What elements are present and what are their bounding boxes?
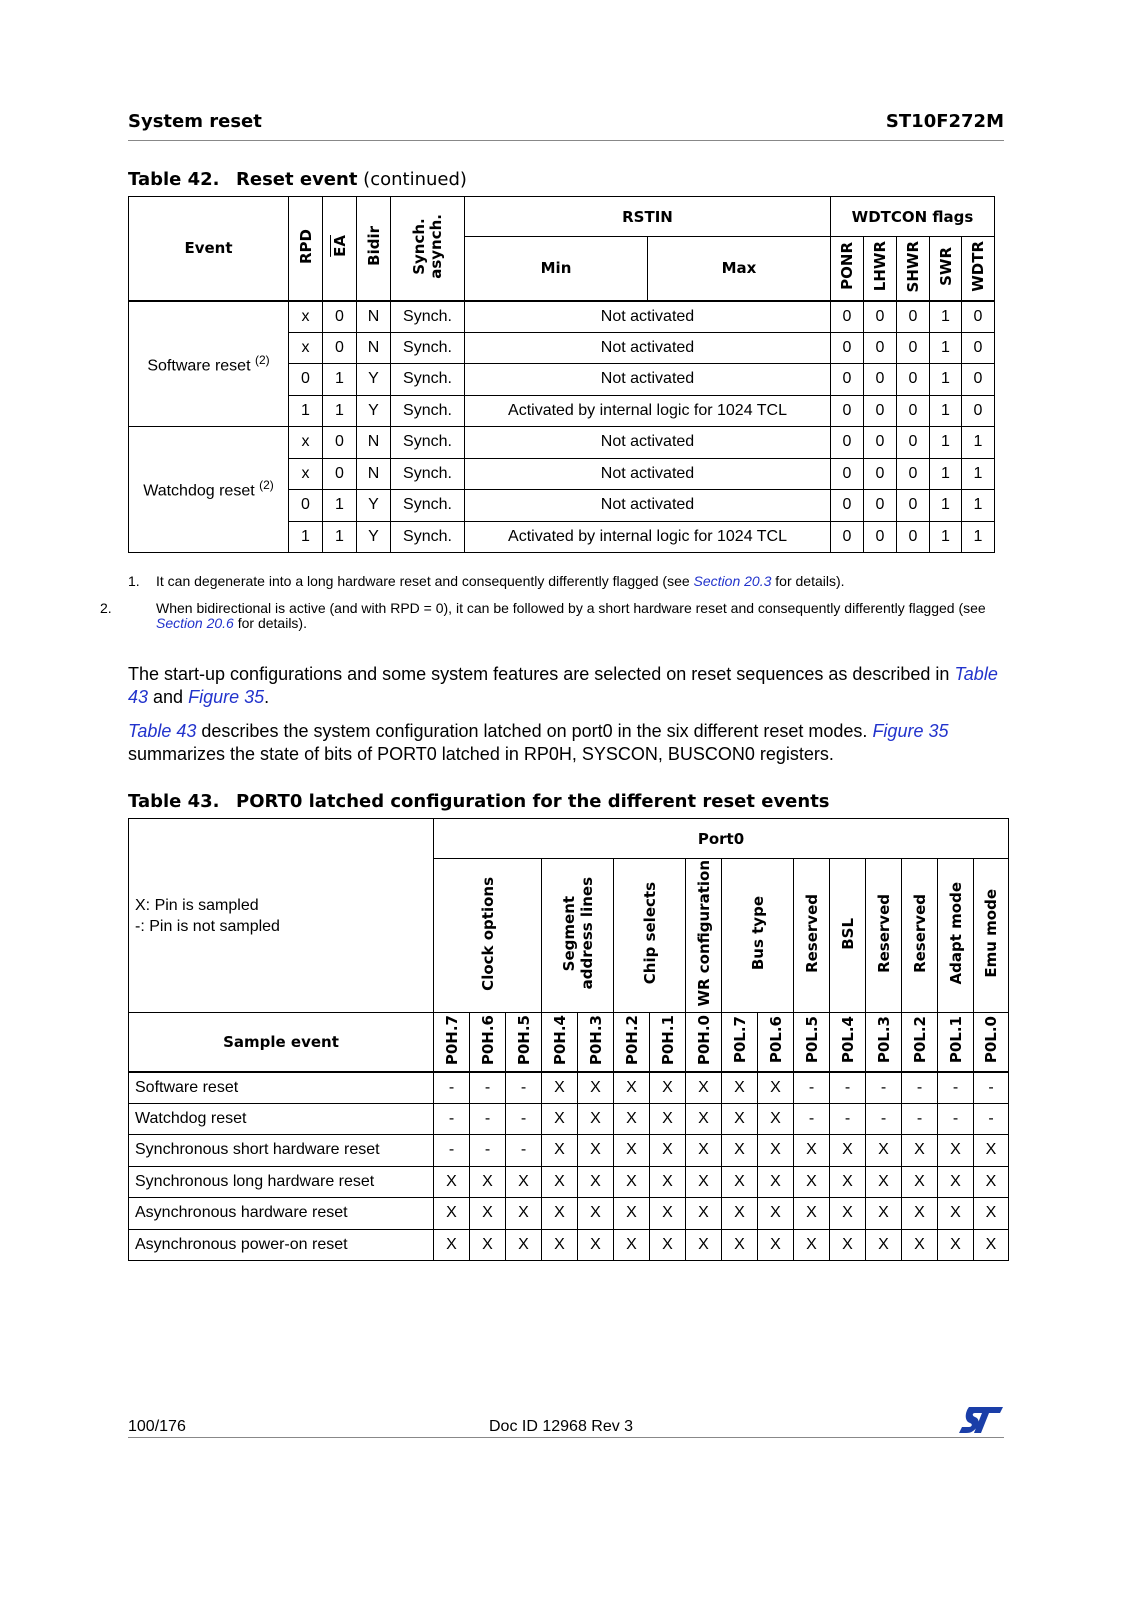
cell-flag: 0 [864, 427, 897, 459]
cell-flag: 1 [930, 458, 962, 490]
col-wdtcon: WDTCON flags [831, 197, 995, 237]
group-clock-options: Clock options [434, 859, 542, 1013]
pin-header: P0L.6 [758, 1013, 794, 1072]
cell-flag: 0 [831, 395, 864, 427]
section-20-6-link[interactable]: Section 20.6 [156, 615, 234, 631]
col-flag-swr: SWR [930, 237, 962, 301]
group-bus-type: Bus type [722, 859, 794, 1013]
table42-suffix: (continued) [363, 169, 467, 190]
pin-value: X [974, 1229, 1009, 1261]
cell-ea: 0 [323, 458, 357, 490]
pin-value: X [650, 1135, 686, 1167]
pin-value: X [650, 1166, 686, 1198]
pin-header: P0H.6 [470, 1013, 506, 1072]
pin-value: X [722, 1166, 758, 1198]
cell-ea: 0 [323, 332, 357, 364]
col-bidir: Bidir [357, 197, 391, 301]
pin-value: X [506, 1166, 542, 1198]
cell-rpd: 1 [289, 395, 323, 427]
pin-value: X [542, 1198, 578, 1230]
paragraph-2: Table 43 describes the system configuration latched on port0 in the six different reset modes. Figure 35 summarizes the state of bits of PORT0 latched in RP0H, SYSCON, BUSCON0 registers. [128, 721, 949, 764]
group-reserved-2: Reserved [866, 859, 902, 1013]
table43-row [129, 1103, 1009, 1135]
table43-row [129, 1072, 1009, 1104]
cell-flag: 0 [962, 395, 995, 427]
table42-row [129, 427, 995, 459]
pin-value: X [542, 1072, 578, 1104]
cell-rstin: Not activated [465, 427, 831, 459]
pin-value: X [434, 1166, 470, 1198]
pin-value: X [434, 1229, 470, 1261]
cell-flag: 0 [864, 490, 897, 522]
cell-flag: 0 [831, 490, 864, 522]
pin-value: X [542, 1229, 578, 1261]
col-max: Max [648, 237, 831, 301]
cell-ea: 0 [323, 301, 357, 333]
cell-flag: 0 [897, 301, 930, 333]
group-adapt-mode: Adapt mode [938, 859, 974, 1013]
section-title: System reset [128, 111, 262, 132]
table42-caption [128, 169, 467, 190]
cell-synch: Synch. [391, 490, 465, 522]
pin-value: X [758, 1103, 794, 1135]
cell-flag: 0 [897, 364, 930, 396]
cell-synch: Synch. [391, 301, 465, 333]
pin-value: - [866, 1103, 902, 1135]
col-flag-ponr: PONR [831, 237, 864, 301]
sample-event-label: Asynchronous hardware reset [129, 1198, 434, 1230]
pin-value: X [974, 1166, 1009, 1198]
cell-flag: 0 [831, 364, 864, 396]
reset-event-table [128, 196, 995, 553]
cell-flag: 0 [897, 332, 930, 364]
pin-header: P0L.2 [902, 1013, 938, 1072]
cell-flag: 1 [930, 332, 962, 364]
pin-value: X [866, 1135, 902, 1167]
cell-rpd: x [289, 332, 323, 364]
pin-value: - [938, 1103, 974, 1135]
col-min: Min [465, 237, 648, 301]
cell-rpd: 0 [289, 490, 323, 522]
footer-rule [128, 1437, 1004, 1438]
cell-rpd: x [289, 427, 323, 459]
pin-value: X [866, 1166, 902, 1198]
pin-value: - [794, 1072, 830, 1104]
col-rstin: RSTIN [465, 197, 831, 237]
pin-value: X [686, 1072, 722, 1104]
cell-rstin: Not activated [465, 332, 831, 364]
col-rpd: RPD [289, 197, 323, 301]
cell-synch: Synch. [391, 521, 465, 553]
cell-synch: Synch. [391, 427, 465, 459]
part-number: ST10F272M [885, 111, 1004, 132]
col-flag-wdtr: WDTR [962, 237, 995, 301]
col-flag-shwr: SHWR [897, 237, 930, 301]
pin-value: X [758, 1229, 794, 1261]
pin-value: - [794, 1103, 830, 1135]
cell-flag: 0 [962, 301, 995, 333]
cell-flag: 1 [930, 427, 962, 459]
cell-bidir: Y [357, 364, 391, 396]
pin-value: - [938, 1072, 974, 1104]
pin-value: X [902, 1198, 938, 1230]
pin-value: X [614, 1135, 650, 1167]
pin-value: - [974, 1103, 1009, 1135]
pin-value: X [578, 1166, 614, 1198]
pin-header: P0H.0 [686, 1013, 722, 1072]
pin-value: X [506, 1229, 542, 1261]
pin-value: X [542, 1135, 578, 1167]
sample-event-label: Watchdog reset [129, 1103, 434, 1135]
cell-flag: 1 [962, 458, 995, 490]
figure35-link[interactable]: Figure 35 [188, 687, 265, 707]
pin-value: X [902, 1229, 938, 1261]
pin-value: X [902, 1166, 938, 1198]
pin-value: X [722, 1072, 758, 1104]
group-chip-selects: Chip selects [614, 859, 686, 1013]
cell-bidir: Y [357, 490, 391, 522]
footnote-2: 2. When bidirectional is active (and with RPD = 0), it can be followed by a short hardware reset and consequently differently flagged (see Section 20.6 for details). [100, 600, 986, 631]
pin-header: P0L.4 [830, 1013, 866, 1072]
pin-value: X [758, 1198, 794, 1230]
pin-header: P0H.7 [434, 1013, 470, 1072]
cell-flag: 1 [930, 521, 962, 553]
cell-synch: Synch. [391, 395, 465, 427]
pin-value: - [506, 1135, 542, 1167]
col-ea: EA [323, 197, 357, 301]
pin-value: X [542, 1103, 578, 1135]
cell-rstin: Not activated [465, 458, 831, 490]
figure35-link-2[interactable]: Figure 35 [872, 721, 949, 741]
cell-flag: 1 [930, 301, 962, 333]
pin-value: X [578, 1229, 614, 1261]
footnote-1: 1. It can degenerate into a long hardware reset and consequently differently flagged (see Section 20.3 for details). [128, 573, 845, 589]
pin-value: X [542, 1166, 578, 1198]
pin-value: X [470, 1198, 506, 1230]
cell-flag: 0 [831, 332, 864, 364]
cell-flag: 0 [864, 395, 897, 427]
pin-value: X [794, 1166, 830, 1198]
cell-bidir: N [357, 458, 391, 490]
col-event: Event [129, 197, 289, 301]
cell-flag: 0 [962, 332, 995, 364]
cell-ea: 1 [323, 490, 357, 522]
table42-number: Table 42. [128, 169, 220, 190]
pin-value: X [974, 1135, 1009, 1167]
cell-ea: 0 [323, 427, 357, 459]
pin-value: X [506, 1198, 542, 1230]
pin-value: X [866, 1198, 902, 1230]
event-label: Software reset $^{(2)}$ [129, 301, 289, 427]
pin-value: X [938, 1135, 974, 1167]
cell-flag: 0 [831, 521, 864, 553]
col-sample-event: Sample event [129, 1013, 434, 1072]
paragraph-1: The start-up configurations and some system features are selected on reset sequences as described in Table 43 and Figure 35. [128, 664, 998, 707]
pin-value: X [722, 1103, 758, 1135]
cell-synch: Synch. [391, 458, 465, 490]
port0-config-table [128, 818, 1009, 1261]
header-rule [128, 140, 1004, 141]
cell-flag: 0 [897, 490, 930, 522]
table42-title: Reset event [236, 169, 358, 190]
pin-value: X [938, 1229, 974, 1261]
cell-flag: 0 [864, 332, 897, 364]
pin-value: X [938, 1198, 974, 1230]
table43-caption [128, 791, 830, 812]
pin-value: - [470, 1135, 506, 1167]
cell-synch: Synch. [391, 364, 465, 396]
pin-header: P0H.4 [542, 1013, 578, 1072]
pin-value: X [650, 1072, 686, 1104]
cell-flag: 0 [897, 427, 930, 459]
pin-value: X [470, 1166, 506, 1198]
pin-value: X [830, 1198, 866, 1230]
section-20-3-link[interactable]: Section 20.3 [693, 573, 772, 589]
table43-row [129, 1166, 1009, 1198]
pin-value: - [830, 1103, 866, 1135]
pin-value: X [938, 1166, 974, 1198]
pin-value: X [614, 1166, 650, 1198]
cell-rstin: Activated by internal logic for 1024 TCL [465, 395, 831, 427]
group-reserved-3: Reserved [902, 859, 938, 1013]
pin-header: P0L.7 [722, 1013, 758, 1072]
pin-value: X [686, 1135, 722, 1167]
pin-value: X [470, 1229, 506, 1261]
cell-flag: 0 [864, 301, 897, 333]
sample-event-label: Synchronous short hardware reset [129, 1135, 434, 1167]
pin-value: - [902, 1103, 938, 1135]
cell-rpd: x [289, 301, 323, 333]
pin-value: - [434, 1072, 470, 1104]
group-segment-address: Segment address lines [542, 859, 614, 1013]
group-emu-mode: Emu mode [974, 859, 1009, 1013]
pin-value: X [650, 1229, 686, 1261]
pin-value: X [830, 1135, 866, 1167]
cell-flag: 1 [930, 395, 962, 427]
pin-header: P0H.5 [506, 1013, 542, 1072]
table43-number: Table 43. [128, 791, 220, 812]
cell-flag: 0 [831, 427, 864, 459]
pin-header: P0L.3 [866, 1013, 902, 1072]
group-bsl: BSL [830, 859, 866, 1013]
cell-ea: 1 [323, 395, 357, 427]
pin-value: X [650, 1198, 686, 1230]
cell-ea: 1 [323, 364, 357, 396]
pin-value: X [614, 1103, 650, 1135]
pin-value: X [722, 1135, 758, 1167]
col-synch: Synch. asynch. [391, 197, 465, 301]
pin-value: - [506, 1072, 542, 1104]
cell-rpd: 0 [289, 364, 323, 396]
table43-title: PORT0 latched configuration for the different reset events [236, 791, 830, 812]
pin-value: - [902, 1072, 938, 1104]
pin-value: - [830, 1072, 866, 1104]
cell-rstin: Not activated [465, 490, 831, 522]
cell-flag: 1 [930, 364, 962, 396]
st-logo-icon [959, 1405, 1005, 1440]
pin-value: X [722, 1198, 758, 1230]
pin-value: X [650, 1103, 686, 1135]
pin-header: P0H.1 [650, 1013, 686, 1072]
pin-value: X [902, 1135, 938, 1167]
sample-event-label: Synchronous long hardware reset [129, 1166, 434, 1198]
pin-value: - [506, 1103, 542, 1135]
pin-value: - [974, 1072, 1009, 1104]
pin-value: - [866, 1072, 902, 1104]
pin-value: X [614, 1198, 650, 1230]
pin-value: X [578, 1135, 614, 1167]
pin-header: P0H.3 [578, 1013, 614, 1072]
pin-value: X [794, 1229, 830, 1261]
pin-value: X [686, 1229, 722, 1261]
cell-bidir: Y [357, 395, 391, 427]
group-wr-configuration: WR configuration [686, 859, 722, 1013]
table43-row [129, 1198, 1009, 1230]
pin-value: X [758, 1166, 794, 1198]
cell-flag: 0 [831, 458, 864, 490]
cell-bidir: N [357, 301, 391, 333]
cell-flag: 0 [962, 364, 995, 396]
cell-flag: 1 [930, 490, 962, 522]
table42-row [129, 301, 995, 333]
col-flag-lhwr: LHWR [864, 237, 897, 301]
port0-header: Port0 [434, 819, 1009, 859]
pin-value: X [614, 1229, 650, 1261]
pin-value: X [434, 1198, 470, 1230]
cell-bidir: N [357, 427, 391, 459]
table43-link-2[interactable]: Table 43 [128, 721, 197, 741]
cell-flag: 1 [962, 490, 995, 522]
cell-flag: 1 [962, 427, 995, 459]
pin-value: X [794, 1198, 830, 1230]
pin-header: P0L.1 [938, 1013, 974, 1072]
pin-header: P0L.0 [974, 1013, 1009, 1072]
pin-value: X [722, 1229, 758, 1261]
cell-rstin: Activated by internal logic for 1024 TCL [465, 521, 831, 553]
cell-rstin: Not activated [465, 301, 831, 333]
cell-synch: Synch. [391, 332, 465, 364]
pin-value: X [830, 1166, 866, 1198]
event-label: Watchdog reset $^{(2)}$ [129, 427, 289, 553]
cell-rpd: 1 [289, 521, 323, 553]
cell-bidir: Y [357, 521, 391, 553]
cell-flag: 0 [897, 395, 930, 427]
pin-value: X [578, 1072, 614, 1104]
cell-rpd: x [289, 458, 323, 490]
pin-value: X [578, 1198, 614, 1230]
cell-flag: 0 [864, 521, 897, 553]
pin-value: X [614, 1072, 650, 1104]
table43-row [129, 1229, 1009, 1261]
cell-flag: 0 [897, 458, 930, 490]
pin-value: X [830, 1229, 866, 1261]
pin-value: - [470, 1072, 506, 1104]
pin-header: P0L.5 [794, 1013, 830, 1072]
pin-value: X [758, 1072, 794, 1104]
pin-value: X [578, 1103, 614, 1135]
cell-flag: 0 [864, 364, 897, 396]
pin-value: X [866, 1229, 902, 1261]
pin-value: X [686, 1198, 722, 1230]
pin-value: - [434, 1135, 470, 1167]
doc-id: Doc ID 12968 Rev 3 [489, 1418, 634, 1435]
cell-rstin: Not activated [465, 364, 831, 396]
cell-flag: 0 [831, 301, 864, 333]
table43-link[interactable]: Table 43 [128, 664, 998, 707]
group-reserved-1: Reserved [794, 859, 830, 1013]
cell-bidir: N [357, 332, 391, 364]
page-number: 100/176 [128, 1418, 186, 1435]
table43-row [129, 1135, 1009, 1167]
pin-value: - [434, 1103, 470, 1135]
pin-value: - [470, 1103, 506, 1135]
pin-value: X [974, 1198, 1009, 1230]
cell-flag: 0 [897, 521, 930, 553]
pin-value: X [794, 1135, 830, 1167]
cell-flag: 0 [864, 458, 897, 490]
legend-sampled: X: Pin is sampled [135, 896, 259, 914]
sample-event-label: Asynchronous power-on reset [129, 1229, 434, 1261]
table43-legend [129, 819, 434, 1013]
pin-value: X [686, 1166, 722, 1198]
sample-event-label: Software reset [129, 1072, 434, 1104]
legend-not-sampled: -: Pin is not sampled [135, 917, 280, 935]
pin-value: X [686, 1103, 722, 1135]
pin-value: X [758, 1135, 794, 1167]
cell-ea: 1 [323, 521, 357, 553]
cell-flag: 1 [962, 521, 995, 553]
pin-header: P0H.2 [614, 1013, 650, 1072]
